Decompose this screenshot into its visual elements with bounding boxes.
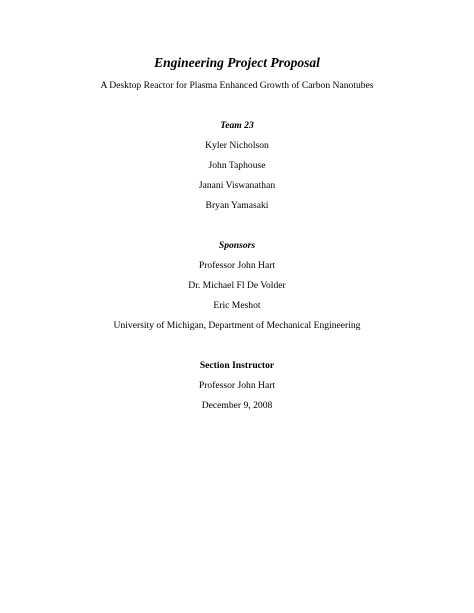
team-member: Janani Viswanathan: [198, 180, 276, 191]
sponsor-affiliation: University of Michigan, Department of Mechanical Engineering: [113, 320, 361, 331]
sponsor-name: Eric Meshot: [213, 300, 261, 311]
sponsor-name: Dr. Michael Fl De Volder: [188, 280, 286, 291]
document-title: Engineering Project Proposal: [154, 55, 320, 70]
section-instructor-heading: Section Instructor: [199, 360, 275, 371]
team-member: Bryan Yamasaki: [205, 200, 269, 211]
sponsors-heading: Sponsors: [218, 240, 256, 251]
section-instructor-name: Professor John Hart: [198, 380, 276, 391]
team-member: Kyler Nicholson: [205, 140, 269, 151]
team-heading: Team 23: [220, 120, 254, 131]
document-subtitle: A Desktop Reactor for Plasma Enhanced Growth of Carbon Nanotubes: [100, 80, 374, 91]
document-date: December 9, 2008: [201, 400, 273, 411]
sponsor-name: Professor John Hart: [198, 260, 276, 271]
team-member: John Taphouse: [208, 160, 266, 171]
